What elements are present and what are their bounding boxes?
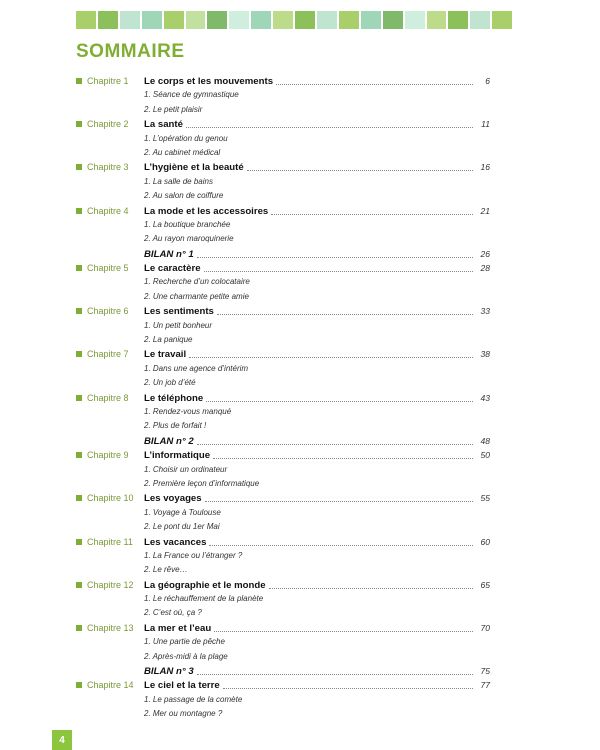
dotted-leader — [214, 630, 473, 632]
toc-chapter-row[interactable] — [76, 535, 490, 549]
toc-entry — [144, 391, 490, 406]
square-bullet-icon — [76, 208, 82, 214]
chapter-label — [76, 347, 129, 361]
chapter-title: L’informatique — [144, 450, 211, 462]
toc-subsection-row[interactable] — [76, 290, 490, 304]
dotted-leader — [186, 126, 473, 128]
dotted-leader — [269, 587, 473, 589]
toc-subsection-row[interactable] — [76, 707, 490, 721]
band-square — [164, 11, 184, 29]
toc-chapter-row[interactable] — [76, 117, 490, 131]
subsection-title: 1. Un petit bonheur — [144, 320, 213, 330]
toc-subsection-row[interactable] — [76, 606, 490, 620]
dotted-leader — [276, 83, 473, 85]
chapter-title: Le téléphone — [144, 392, 204, 404]
toc-entry — [144, 578, 490, 593]
toc-subsection-row[interactable] — [76, 319, 490, 333]
dotted-leader — [271, 213, 473, 215]
chapter-title: Les voyages — [144, 493, 202, 505]
chapter-label — [76, 491, 134, 505]
chapter-number: Chapitre 4 — [87, 205, 129, 216]
toc-chapter-row[interactable] — [76, 391, 490, 405]
band-square — [273, 11, 293, 29]
subsection-title: 1. Rendez-vous manqué — [144, 406, 232, 416]
chapter-title: Le travail — [144, 349, 187, 361]
subsection-title: 1. La boutique branchée — [144, 219, 231, 229]
dotted-leader — [223, 687, 473, 689]
band-square — [207, 11, 227, 29]
toc-subsection-row[interactable] — [76, 635, 490, 649]
chapter-label — [76, 535, 133, 549]
band-square — [448, 11, 468, 29]
dotted-leader — [247, 169, 473, 171]
toc-subsection-row[interactable] — [76, 463, 490, 477]
band-square — [339, 11, 359, 29]
band-square — [98, 11, 118, 29]
page-reference: 70 — [480, 622, 490, 633]
toc-entry — [144, 304, 490, 319]
toc-chapter-row[interactable] — [76, 621, 490, 635]
subsection-title: 1. Le réchauffement de la planète — [144, 594, 264, 604]
subsection-title: 1. L’opération du genou — [144, 133, 228, 143]
toc-entry — [144, 347, 490, 362]
page-reference: 11 — [481, 119, 490, 130]
toc-entry — [144, 434, 490, 449]
page-reference: 21 — [480, 205, 490, 216]
toc-subsection-row[interactable] — [76, 405, 490, 419]
band-square — [251, 11, 271, 29]
chapter-number: Chapitre 6 — [87, 306, 129, 317]
subsection-title: 2. Mer ou montagne ? — [144, 709, 223, 719]
chapter-label — [76, 261, 129, 275]
toc-entry — [144, 160, 490, 175]
page-reference: 33 — [480, 306, 490, 317]
page-reference: 50 — [480, 450, 490, 461]
toc-subsection-row[interactable] — [76, 146, 490, 160]
chapter-label — [76, 448, 129, 462]
toc-chapter-row[interactable] — [76, 204, 490, 218]
subsection-title: 2. Un job d’été — [144, 378, 196, 388]
chapter-label — [76, 160, 129, 174]
band-square — [492, 11, 512, 29]
toc-chapter-row[interactable] — [76, 347, 490, 361]
table-of-contents — [76, 74, 490, 722]
toc-subsection-row[interactable] — [76, 103, 490, 117]
square-bullet-icon — [76, 582, 82, 588]
dotted-leader — [205, 500, 473, 502]
toc-subsection-row[interactable] — [76, 175, 490, 189]
subsection-title: 2. Le rêve… — [144, 565, 188, 575]
toc-entry — [144, 448, 490, 463]
toc-chapter-row[interactable] — [76, 578, 490, 592]
dotted-leader — [197, 443, 473, 445]
chapter-label — [76, 391, 129, 405]
toc-subsection-row[interactable] — [76, 218, 490, 232]
subsection-title: 2. Au cabinet médical — [144, 147, 221, 157]
toc-subsection-row[interactable] — [76, 232, 490, 246]
toc-bilan-row[interactable] — [76, 434, 490, 448]
chapter-number: Chapitre 8 — [87, 392, 129, 403]
toc-chapter-row[interactable] — [76, 491, 490, 505]
subsection-title: 1. La salle de bains — [144, 176, 213, 186]
page-reference: 75 — [480, 666, 490, 677]
band-square — [186, 11, 206, 29]
page-reference: 28 — [480, 263, 490, 274]
chapter-title: Les vacances — [144, 536, 207, 548]
dotted-leader — [209, 544, 473, 546]
subsection-title: 2. Le petit plaisir — [144, 104, 203, 114]
bilan-title: BILAN n° 1 — [144, 248, 194, 260]
band-square — [427, 11, 447, 29]
toc-chapter-row[interactable] — [76, 261, 490, 275]
toc-entry — [144, 491, 490, 506]
page-reference: 65 — [480, 579, 490, 590]
subsection-title: 2. Le pont du 1er Mai — [144, 522, 220, 532]
page-reference: 6 — [485, 76, 490, 86]
chapter-number: Chapitre 10 — [87, 493, 134, 504]
band-square — [76, 11, 96, 29]
toc-bilan-row[interactable] — [76, 247, 490, 261]
chapter-number: Chapitre 3 — [87, 162, 129, 173]
chapter-title: L’hygiène et la beauté — [144, 162, 244, 174]
subsection-title: 1. La France ou l’étranger ? — [144, 550, 243, 560]
dotted-leader — [197, 673, 473, 675]
dotted-leader — [217, 313, 473, 315]
square-bullet-icon — [76, 452, 82, 458]
toc-subsection-row[interactable] — [76, 275, 490, 289]
subsection-title: 2. Une charmante petite amie — [144, 291, 249, 301]
chapter-title: La mode et les accessoires — [144, 205, 269, 217]
square-bullet-icon — [76, 78, 82, 84]
subsection-title: 2. La panique — [144, 335, 193, 345]
chapter-label — [76, 117, 129, 131]
square-bullet-icon — [76, 351, 82, 357]
toc-entry — [144, 664, 490, 679]
page-reference: 38 — [480, 349, 490, 360]
toc-subsection-row[interactable] — [76, 362, 490, 376]
subsection-title: 2. C’est où, ça ? — [144, 608, 202, 618]
subsection-title: 1. Dans une agence d’intérim — [144, 363, 249, 373]
toc-chapter-row[interactable] — [76, 160, 490, 174]
toc-bilan-row[interactable] — [76, 664, 490, 678]
chapter-title: La géographie et le monde — [144, 579, 266, 591]
band-square — [470, 11, 490, 29]
chapter-title: Les sentiments — [144, 306, 214, 318]
toc-entry — [144, 117, 490, 132]
band-square — [142, 11, 162, 29]
chapter-number: Chapitre 2 — [87, 119, 129, 130]
page-reference: 43 — [480, 392, 490, 403]
subsection-title: 1. Choisir un ordinateur — [144, 464, 228, 474]
toc-subsection-row[interactable] — [76, 506, 490, 520]
toc-subsection-row[interactable] — [76, 592, 490, 606]
toc-subsection-row[interactable] — [76, 650, 490, 664]
square-bullet-icon — [76, 121, 82, 127]
page-title: SOMMAIRE — [76, 41, 185, 62]
band-square — [295, 11, 315, 29]
toc-subsection-row[interactable] — [76, 477, 490, 491]
toc-subsection-row[interactable] — [76, 376, 490, 390]
band-square — [229, 11, 249, 29]
chapter-label — [76, 204, 129, 218]
chapter-title: Le corps et les mouvements — [144, 76, 274, 87]
band-square — [361, 11, 381, 29]
chapter-label — [76, 304, 129, 318]
page-reference: 55 — [480, 493, 490, 504]
toc-subsection-row[interactable] — [76, 189, 490, 203]
chapter-number: Chapitre 9 — [87, 450, 129, 461]
subsection-title: 2. Plus de forfait ! — [144, 421, 207, 431]
page-reference: 48 — [480, 435, 490, 446]
page-reference: 60 — [480, 536, 490, 547]
chapter-title: Le caractère — [144, 263, 201, 275]
bilan-title: BILAN n° 2 — [144, 435, 194, 447]
toc-subsection-row[interactable] — [76, 419, 490, 433]
square-bullet-icon — [76, 495, 82, 501]
square-bullet-icon — [76, 539, 82, 545]
band-square — [383, 11, 403, 29]
chapter-number: Chapitre 1 — [87, 76, 129, 86]
chapter-label — [76, 74, 129, 88]
toc-subsection-row[interactable] — [76, 563, 490, 577]
square-bullet-icon — [76, 164, 82, 170]
subsection-title: 1. Recherche d’un colocataire — [144, 277, 250, 287]
toc-entry — [144, 247, 490, 262]
chapter-title: Le ciel et la terre — [144, 680, 220, 692]
square-bullet-icon — [76, 265, 82, 271]
subsection-title: 1. Séance de gymnastique — [144, 90, 239, 100]
subsection-title: 2. Au rayon maroquinerie — [144, 234, 234, 244]
chapter-title: La mer et l’eau — [144, 622, 212, 634]
subsection-title: 1. Une partie de pêche — [144, 637, 225, 647]
subsection-title: 1. Le passage de la comète — [144, 694, 243, 704]
chapter-number: Chapitre 13 — [87, 622, 134, 633]
page-reference: 26 — [480, 248, 490, 259]
toc-chapter-row[interactable] — [76, 74, 490, 88]
toc-subsection-row[interactable] — [76, 88, 490, 102]
page-reference: 77 — [480, 680, 490, 691]
chapter-number: Chapitre 7 — [87, 349, 129, 360]
decorative-color-band — [76, 11, 512, 29]
toc-subsection-row[interactable] — [76, 549, 490, 563]
chapter-label — [76, 621, 134, 635]
dotted-leader — [213, 457, 473, 459]
subsection-title: 1. Voyage à Toulouse — [144, 507, 221, 517]
toc-chapter-row[interactable] — [76, 304, 490, 318]
band-square — [120, 11, 140, 29]
bilan-title: BILAN n° 3 — [144, 666, 194, 678]
chapter-number: Chapitre 11 — [87, 536, 133, 547]
dotted-leader — [197, 256, 473, 258]
square-bullet-icon — [76, 625, 82, 631]
chapter-number: Chapitre 14 — [87, 680, 134, 691]
square-bullet-icon — [76, 682, 82, 688]
subsection-title: 2. Première leçon d’informatique — [144, 478, 260, 488]
chapter-label — [76, 578, 134, 592]
toc-chapter-row[interactable] — [76, 678, 490, 692]
toc-subsection-row[interactable] — [76, 693, 490, 707]
chapter-number: Chapitre 12 — [87, 579, 134, 590]
band-square — [405, 11, 425, 29]
dotted-leader — [204, 270, 473, 272]
toc-subsection-row[interactable] — [76, 333, 490, 347]
toc-entry — [144, 74, 490, 89]
band-square — [317, 11, 337, 29]
toc-entry — [144, 204, 490, 219]
page-reference: 16 — [480, 162, 490, 173]
page-number-badge: 4 — [52, 730, 72, 750]
subsection-title: 2. Après-midi à la plage — [144, 651, 228, 661]
chapter-number: Chapitre 5 — [87, 263, 129, 274]
subsection-title: 2. Au salon de coiffure — [144, 191, 224, 201]
dotted-leader — [189, 356, 473, 358]
chapter-label — [76, 678, 134, 692]
toc-subsection-row[interactable] — [76, 520, 490, 534]
dotted-leader — [206, 400, 473, 402]
chapter-title: La santé — [144, 119, 183, 131]
toc-subsection-row[interactable] — [76, 132, 490, 146]
toc-entry — [144, 535, 490, 550]
toc-chapter-row[interactable] — [76, 448, 490, 462]
square-bullet-icon — [76, 308, 82, 314]
toc-entry — [144, 261, 490, 276]
square-bullet-icon — [76, 395, 82, 401]
toc-entry — [144, 621, 490, 636]
toc-entry — [144, 678, 490, 693]
